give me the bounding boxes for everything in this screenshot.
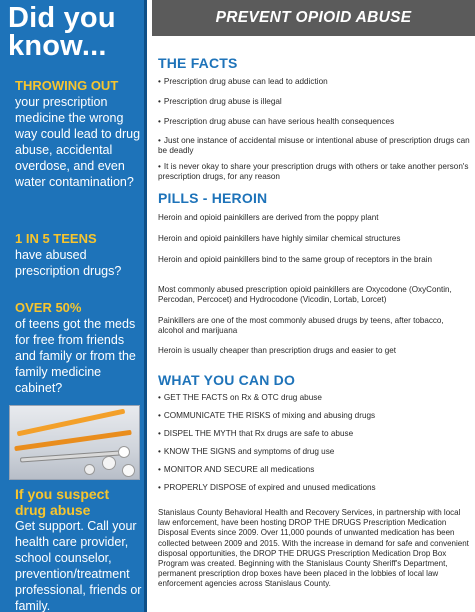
action-item: • PROPERLY DISPOSE of expired and unused medications (158, 483, 470, 493)
action-item: • COMMUNICATE THE RISKS of mixing and abusing drugs (158, 411, 470, 421)
pill-icon (122, 464, 135, 477)
sidebar-suspect-block (15, 486, 143, 612)
sidebar-block-head: OVER 50% (15, 300, 82, 315)
sidebar-block-head: THROWING OUT (15, 78, 119, 93)
pills-item: Painkillers are one of the most commonly abused drugs by teens, after tobacco, alcohol and marijuana (158, 316, 444, 335)
suspect-heading: If you suspect drug abuse (15, 486, 110, 518)
sidebar (0, 0, 147, 612)
action-item: • GET THE FACTS on Rx & OTC drug abuse (158, 393, 470, 403)
fact-item: • It is never okay to share your prescription drugs with others or take another person's prescription drugs, for any reason (158, 162, 470, 182)
pills-item: Heroin is usually cheaper than prescription drugs and easier to get (158, 346, 397, 355)
action-item: • KNOW THE SIGNS and symptoms of drug use (158, 447, 470, 457)
pill-icon (84, 464, 95, 475)
sidebar-block-text: of teens got the meds for free from friends and family or from the family medicine cabinet? (15, 317, 136, 395)
pill-icon (118, 446, 130, 458)
pills-item: Heroin and opioid painkillers have highly similar chemical structures (158, 234, 401, 243)
fact-item: • Prescription drug abuse is illegal (158, 97, 470, 107)
sidebar-block-1-in-5-teens (15, 231, 143, 279)
action-item: • MONITOR AND SECURE all medications (158, 465, 470, 475)
fact-item: • Just one instance of accidental misuse or intentional abuse of prescription drugs can be deadly (158, 136, 470, 156)
pills-item: Heroin and opioid painkillers are derived from the poppy plant (158, 213, 379, 222)
suspect-text: Get support. Call your health care provider, school counselor, prevention/treatment professional, friends or family. (15, 519, 142, 612)
pill-icon (102, 456, 116, 470)
sidebar-block-head: 1 IN 5 TEENS (15, 231, 97, 246)
closing-paragraph: Stanislaus County Behavioral Health and Recovery Services, in partnership with local law enforcement, have been hosting DROP THE DRUGS Prescription Medication Disposal Events since 2009. Over 11,000 pounds of unwanted medication has been collected between 2009 and 2015. With the increase in demand for safe and convenient disposal opportunities, the DROP THE DRUGS Prescription Medication Drop Box Program was created. Beginning with the Stanislaus County Sheriff's Department, permanent prescription drop boxes have been placed in the lobbies of local law enforcement agencies across Stanislaus County. (158, 508, 469, 589)
fact-item: • Prescription drug abuse can have serious health consequences (158, 117, 470, 127)
section-title-pills-heroin: PILLS - HEROIN (158, 190, 268, 206)
sidebar-block-throwing-out (15, 78, 143, 190)
main-content (150, 0, 475, 612)
did-you-know-heading: Did you know... (8, 2, 116, 62)
page-title-banner: PREVENT OPIOID ABUSE (152, 0, 475, 36)
pills-item: Heroin and opioid painkillers bind to the same group of receptors in the brain (158, 255, 433, 264)
pills-item: Most commonly abused prescription opioid painkillers are Oxycodone (OxyContin, Percodan, Percocet) and Hydrocodone (Vicodin, Lortab, Lorcet) (158, 285, 452, 304)
sidebar-block-text: your prescription medicine the wrong way could lead to drug abuse, accidental overdose, and even water contamination? (15, 95, 141, 189)
sidebar-block-over-50 (15, 300, 143, 396)
section-title-facts: THE FACTS (158, 55, 238, 71)
fact-item: • Prescription drug abuse can lead to addiction (158, 77, 470, 87)
sidebar-block-text: have abused prescription drugs? (15, 248, 122, 278)
section-title-what-you-can-do: WHAT YOU CAN DO (158, 372, 296, 388)
action-item: • DISPEL THE MYTH that Rx drugs are safe to abuse (158, 429, 470, 439)
syringes-and-pills-photo (9, 405, 140, 480)
